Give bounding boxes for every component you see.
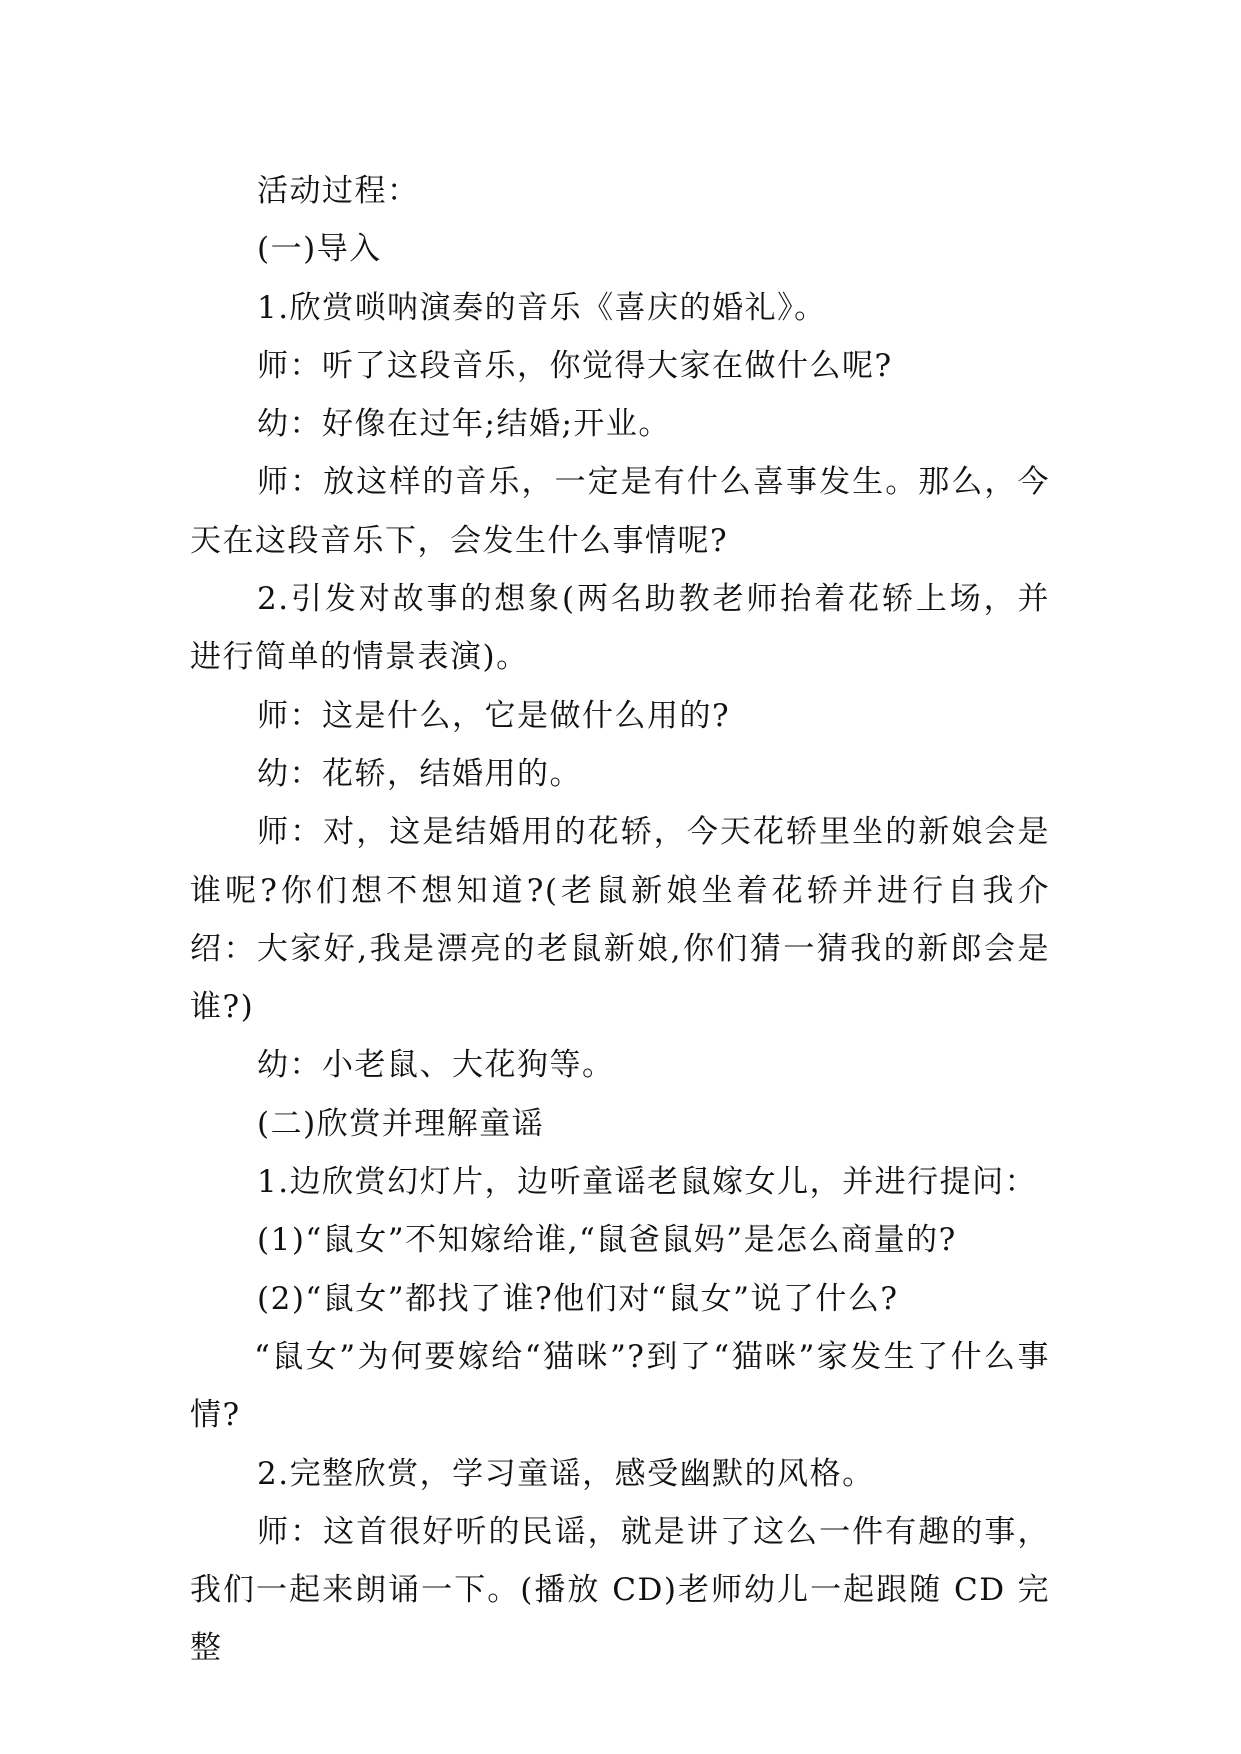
document-page bbox=[190, 162, 1050, 1678]
paragraph-activity-process: 活动过程： bbox=[257, 173, 420, 209]
paragraph-teacher-question-1: 师：听了这段音乐，你觉得大家在做什么呢? bbox=[257, 347, 893, 384]
paragraph-child-answer-2: 幼：花轿，结婚用的。 bbox=[257, 755, 582, 792]
paragraph-section-appreciate: (二)欣赏并理解童谣 bbox=[257, 1105, 545, 1142]
paragraph-step-1: 1.欣赏唢呐演奏的音乐《喜庆的婚礼》。 bbox=[257, 289, 827, 326]
paragraph-teacher-question-2: 师：放这样的音乐，一定是有什么喜事发生。那么，今天在这段音乐下，会发生什么事情呢? bbox=[190, 464, 1050, 559]
paragraph-teacher-question-3: 师：这是什么，它是做什么用的? bbox=[257, 697, 731, 734]
paragraph-step-2: 2.引发对故事的想象(两名助教老师抬着花轿上场，并进行简单的情景表演)。 bbox=[190, 581, 1050, 676]
paragraph-step-4: 2.完整欣赏，学习童谣，感受幽默的风格。 bbox=[257, 1455, 875, 1492]
paragraph-section-intro: (一)导入 bbox=[257, 231, 382, 268]
paragraph-question-3: “鼠女”为何要嫁给“猫咪”?到了“猫咪”家发生了什么事情? bbox=[190, 1338, 1050, 1434]
paragraph-question-1: (1)“鼠女”不知嫁给谁,“鼠爸鼠妈”是怎么商量的? bbox=[257, 1222, 957, 1259]
paragraph-child-answer-3: 幼：小老鼠、大花狗等。 bbox=[257, 1047, 615, 1084]
paragraph-teacher-question-4: 师：对，这是结婚用的花轿，今天花轿里坐的新娘会是谁呢?你们想不想知道?(老鼠新娘坐着花轿并进行自我介绍：大家好,我是漂亮的老鼠新娘,你们猜一猜我的新郎会是谁?) bbox=[190, 814, 1050, 1026]
paragraph-child-answer-1: 幼：好像在过年;结婚;开业。 bbox=[257, 406, 671, 443]
paragraph-teacher-closing: 师：这首很好听的民谣，就是讲了这么一件有趣的事，我们一起来朗诵一下。(播放 CD)老师幼儿一起跟随 CD 完整 bbox=[190, 1513, 1050, 1667]
paragraph-question-2: (2)“鼠女”都找了谁?他们对“鼠女”说了什么? bbox=[257, 1280, 899, 1317]
paragraph-step-3: 1.边欣赏幻灯片，边听童谣老鼠嫁女儿，并进行提问： bbox=[257, 1164, 1038, 1201]
